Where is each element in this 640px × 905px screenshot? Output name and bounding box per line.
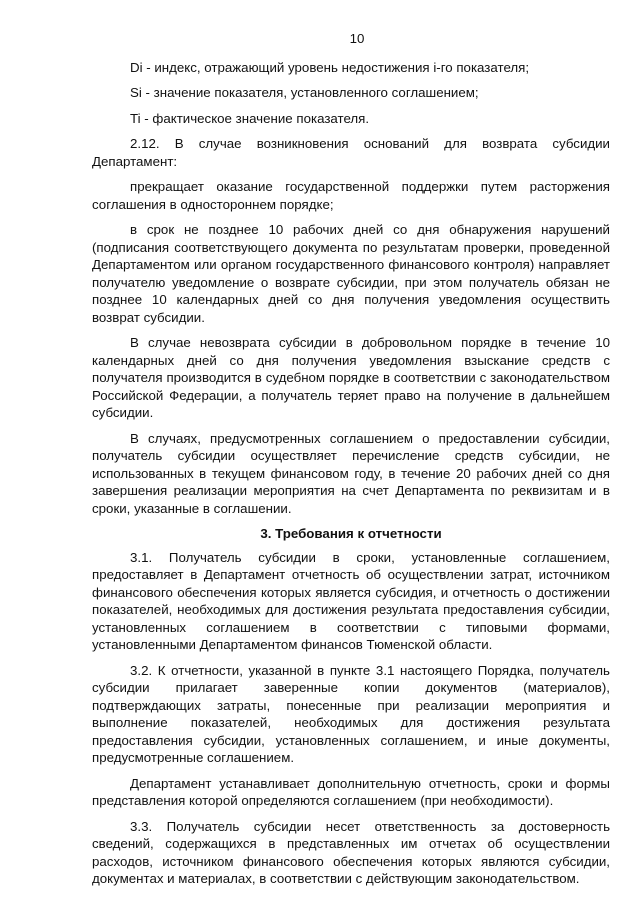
paragraph-si-definition: Si - значение показателя, установленного соглашением;	[130, 85, 479, 100]
paragraph-ti-definition: Ti - фактическое значение показателя.	[130, 110, 370, 126]
page-number: 10	[349, 31, 365, 46]
paragraph-3-3: 3.3. Получатель субсидии несет ответственность за достоверность сведений, содержащихся в представленных им отчетах об осуществлении расходов, источником финансового обеспечения которых являются субсидии, документах и материалах, в соответствии с действующим законодательством.	[92, 818, 610, 886]
paragraph-return-notice: в срок не позднее 10 рабочих дней со дня обнаружения нарушений (подписания соответствующего документа по результатам проверки, проведенной Департаментом или органом государственного финансового контроля) направляет получателю уведомление о возврате субсидии, при этом получатель обязан не позднее 10 календарных дней со дня получения уведомления осуществить возврат субсидии.	[92, 222, 610, 325]
paragraph-terminate-support: прекращает оказание государственной поддержки путем расторжения соглашения в одностороннем порядке;	[92, 179, 610, 212]
paragraph-di-definition: Di - индекс, отражающий уровень недостижения i-го показателя;	[130, 59, 530, 75]
paragraph-unused-funds: В случаях, предусмотренных соглашением о предоставлении субсидии, получатель субсидии осуществляет перечисление средств субсидии, не использованных в текущем финансовом году, в течение 20 рабочих дней со дня завершения реализации мероприятия на счет Департамента по реквизитам и в сроки, указанные в соглашении.	[92, 430, 610, 516]
paragraph-non-return: В случае невозврата субсидии в добровольном порядке в течение 10 календарных дней со дня получения уведомления взыскание средств с получателя производится в судебном порядке в соответствии с законодательством Российской Федерации, а получатель теряет право на получение в дальнейшем субсидии.	[92, 335, 610, 420]
paragraph-3-1: 3.1. Получатель субсидии в сроки, установленные соглашением, предоставляет в Департамент отчетность об осуществлении затрат, источником финансового обеспечения которых является субсидия, и отчетность о достижении показателей, необходимых для достижения результата предоставления субсидии, установленных соглашением в соответствии с типовыми формами, установленными Департаментом финансов Тюменской области.	[92, 549, 610, 652]
paragraph-2-12: 2.12. В случае возникновения оснований для возврата субсидии Департамент:	[92, 136, 610, 169]
section-heading: 3. Требования к отчетности	[260, 526, 442, 541]
paragraph-additional-reporting: Департамент устанавливает дополнительную отчетность, сроки и формы представления которой определяются соглашением (при необходимости).	[92, 775, 610, 808]
paragraph-3-2: 3.2. К отчетности, указанной в пункте 3.1 настоящего Порядка, получатель субсидии прилагает заверенные копии документов (материалов), подтверждающих затраты, понесенные при реализации мероприятия и выполнение показателей, необходимых для достижения результата предоставления субсидии, установленных соглашением, и иные документы, предусмотренные соглашением.	[92, 662, 610, 765]
